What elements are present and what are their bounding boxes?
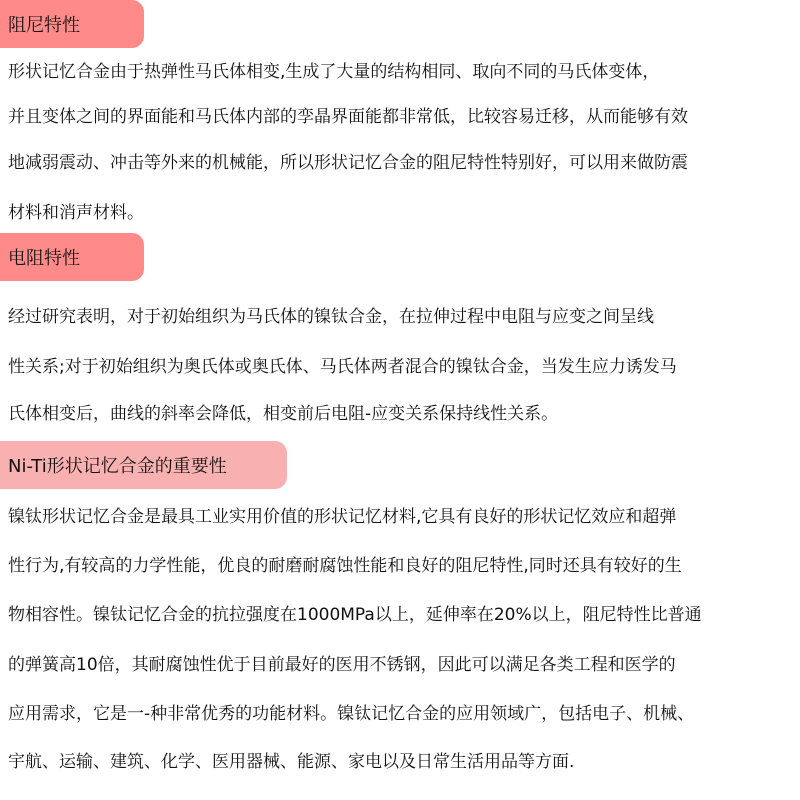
section-header-resistance — [0, 233, 144, 281]
paragraph-line: 经过研究表明，对于初始组织为马氏体的镍钛合金，在拉伸过程中电阻与应变之间呈线 — [8, 307, 654, 327]
paragraph-line: 应用需求，它是一-种非常优秀的功能材料。镍钛记忆合金的应用领域广，包括电子、机械、 — [8, 704, 695, 724]
section-header-damping — [0, 0, 144, 48]
paragraph-line: 镍钛形状记忆合金是最具工业实用价值的形状记忆材料,它具有良好的形状记忆效应和超弹 — [8, 507, 677, 527]
section-title: 电阻特性 — [8, 248, 80, 269]
paragraph-line: 材料和消声材料。 — [8, 203, 144, 223]
paragraph-line: 物相容性。镍钛记忆合金的抗拉强度在1000MPa以上，延伸率在20%以上，阻尼特性比普通 — [8, 605, 702, 625]
paragraph-line: 性行为,有较高的力学性能，优良的耐磨耐腐蚀性能和良好的阻尼特性,同时还具有较好的生 — [8, 556, 682, 576]
paragraph-line: 性关系;对于初始组织为奥氏体或奥氏体、马氏体两者混合的镍钛合金，当发生应力诱发马 — [8, 357, 677, 377]
section-title: 阻尼特性 — [8, 15, 80, 36]
paragraph-line: 的弹簧高10倍，其耐腐蚀性优于目前最好的医用不锈钢，因此可以满足各类工程和医学的 — [8, 655, 676, 675]
section-title: Ni-Ti形状记忆合金的重要性 — [8, 456, 227, 477]
paragraph-line: 形状记忆合金由于热弹性马氏体相变,生成了大量的结构相同、取向不同的马氏体变体， — [8, 62, 660, 82]
paragraph-line: 并且变体之间的界面能和马氏体内部的孪晶界面能都非常低，比较容易迁移，从而能够有效 — [8, 107, 688, 127]
section-header-importance — [0, 441, 287, 489]
paragraph-line: 氏体相变后，曲线的斜率会降低，相变前后电阻-应变关系保持线性关系。 — [8, 404, 559, 424]
paragraph-line: 地减弱震动、冲击等外来的机械能，所以形状记忆合金的阻尼特性特别好，可以用来做防震 — [8, 153, 688, 173]
paragraph-line: 宇航、运输、建筑、化学、医用器械、能源、家电以及日常生活用品等方面. — [8, 752, 575, 772]
